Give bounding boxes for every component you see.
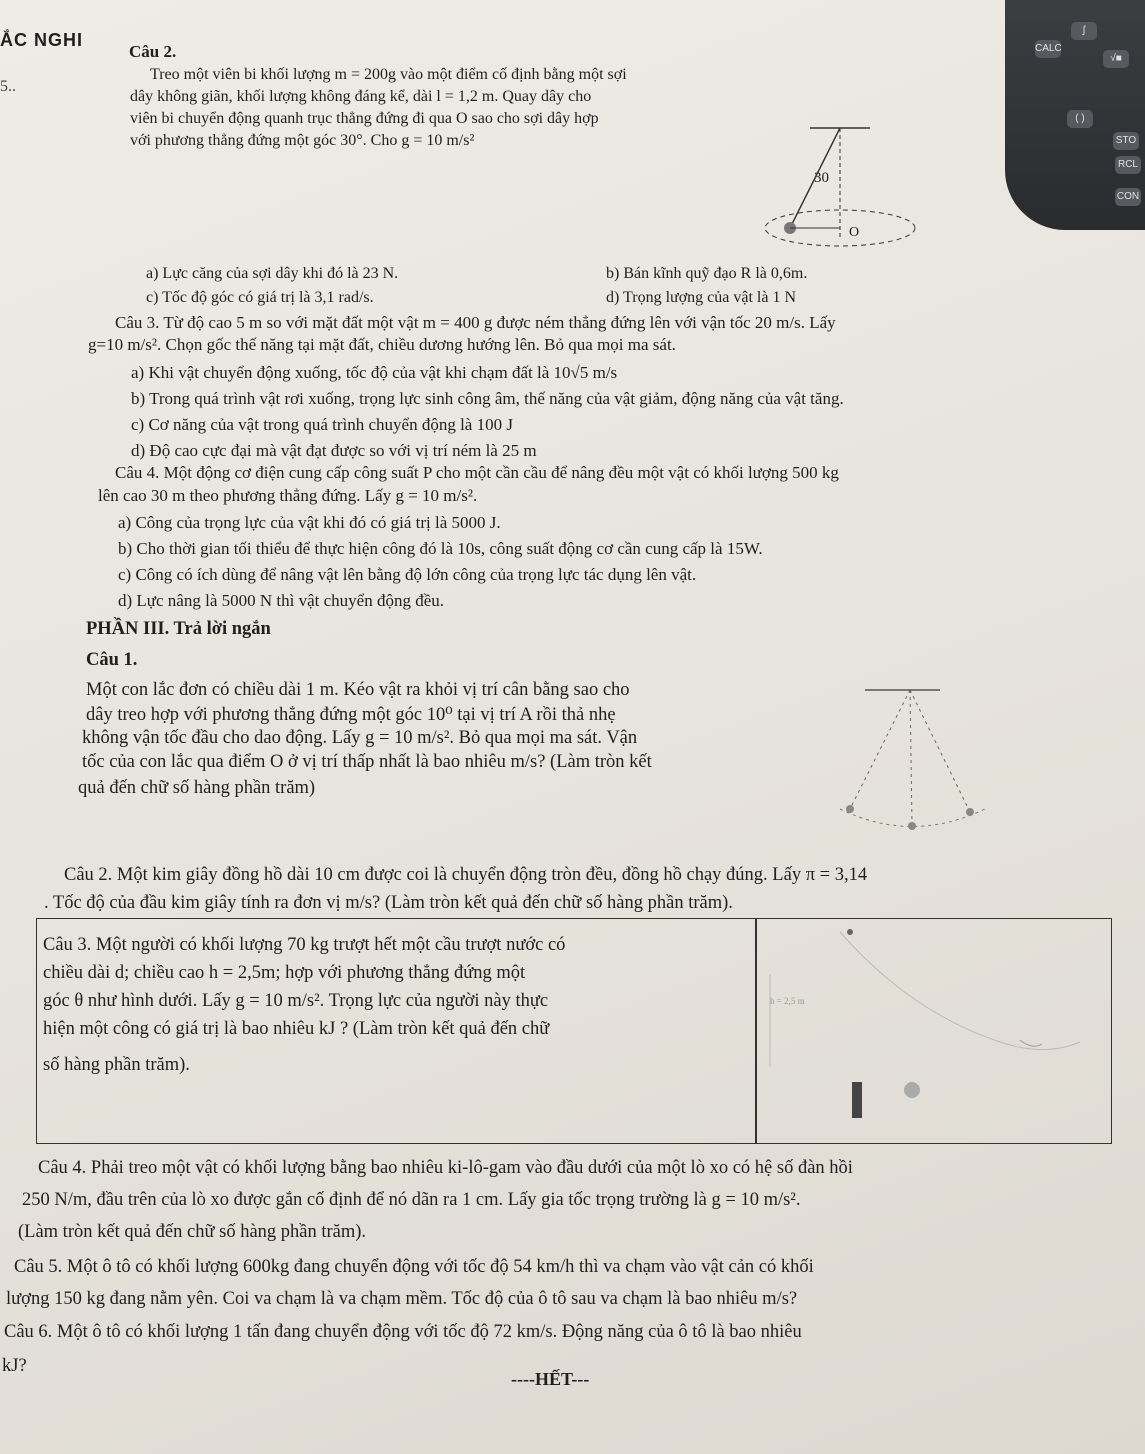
part3-q1-line: không vận tốc đầu cho dao động. Lấy g = 10 m/s². Bỏ qua mọi ma sát. Vận: [82, 728, 638, 748]
q2-option-c: c) Tốc độ góc có giá trị là 3,1 rad/s.: [146, 289, 374, 306]
angle-label: 30: [814, 170, 829, 186]
q4-option-c: c) Công có ích dùng để nâng vật lên bằng độ lớn công của trọng lực tác dụng lên vật.: [118, 565, 697, 584]
q4-option-b: b) Cho thời gian tối thiểu để thực hiện công đó là 10s, công suất động cơ cần cung cấp là 15W.: [118, 539, 763, 558]
q3-option-b: b) Trong quá trình vật rơi xuống, trọng lực sinh công âm, thế năng của vật giảm, động năng của vật tăng.: [131, 389, 844, 408]
part3-q2-line: . Tốc độ của đầu kim giây tính ra đơn vị m/s? (Làm tròn kết quả đến chữ số hàng phần trăm).: [44, 893, 733, 913]
q4-line: lên cao 30 m theo phương thẳng đứng. Lấy g = 10 m/s².: [98, 486, 478, 505]
calc-key: ( ): [1067, 110, 1093, 128]
part3-q1-title: Câu 1.: [86, 650, 138, 670]
q3-option-d: d) Độ cao cực đại mà vật đạt được so với vị trí ném là 25 m: [131, 441, 537, 460]
part3-q3-line: Câu 3. Một người có khối lượng 70 kg trượt hết một cầu trượt nước có: [43, 935, 566, 955]
part3-q3-line: số hàng phần trăm).: [43, 1055, 190, 1075]
calculator: [1005, 0, 1145, 230]
part3-q5-line: Câu 5. Một ô tô có khối lượng 600kg đang chuyển động với tốc độ 54 km/h thì va chạm vào vật cản có khối: [14, 1257, 814, 1277]
left-margin-mark: 5..: [0, 78, 16, 95]
q3-option-c: c) Cơ năng của vật trong quá trình chuyển động là 100 J: [131, 415, 513, 434]
q2-option-d: d) Trọng lượng của vật là 1 N: [606, 289, 797, 306]
calc-key: STO: [1113, 132, 1139, 150]
part3-q1-line: dây treo hợp với phương thẳng đứng một góc 10⁰ tại vị trí A rồi thả nhẹ: [86, 705, 616, 725]
end-marker: ----HẾT---: [511, 1369, 590, 1389]
part3-q1-line: Một con lắc đơn có chiều dài 1 m. Kéo vật ra khỏi vị trí cân bằng sao cho: [86, 680, 630, 700]
center-label: O: [849, 225, 860, 240]
slide-height-label: h = 2,5 m: [770, 996, 805, 1006]
part3-q4-line: (Làm tròn kết quả đến chữ số hàng phần trăm).: [18, 1222, 367, 1242]
part3-q6-line: Câu 6. Một ô tô có khối lượng 1 tấn đang chuyển động với tốc độ 72 km/s. Động năng của ô tô là bao nhiêu: [4, 1322, 802, 1342]
q2-option-b: b) Bán kĩnh quỹ đạo R là 0,6m.: [606, 265, 808, 282]
q4-option-d: d) Lực nâng là 5000 N thì vật chuyển động đều.: [118, 591, 444, 610]
part3-q2-line: Câu 2. Một kim giây đồng hồ dài 10 cm được coi là chuyển động tròn đều, đồng hồ chạy đúng. Lấy π = 3,14: [64, 865, 868, 885]
part3-q4-line: Câu 4. Phải treo một vật có khối lượng bằng bao nhiêu ki-lô-gam vào đầu dưới của một lò xo có hệ số đàn hồi: [38, 1158, 853, 1178]
part3-q1-line: tốc của con lắc qua điểm O ở vị trí thấp nhất là bao nhiêu m/s? (Làm tròn kết: [82, 752, 652, 772]
calc-key: √■: [1103, 50, 1129, 68]
part3-q3-line: chiều dài d; chiều cao h = 2,5m; hợp với phương thẳng đứng một: [43, 963, 526, 983]
part3-q6-line: kJ?: [2, 1356, 27, 1376]
q4-line: Câu 4. Một động cơ điện cung cấp công suất P cho một cần cầu để nâng đều một vật có khối lượng 500 kg: [115, 463, 839, 482]
q2-line: viên bi chuyển động quanh trục thẳng đứng đi qua O sao cho sợi dây hợp: [130, 110, 599, 127]
calc-key: ∫: [1071, 22, 1097, 40]
box-divider: [755, 919, 757, 1143]
calc-key: CON: [1115, 188, 1141, 206]
pendulum-figure: [820, 684, 1010, 844]
q2-title: Câu 2.: [129, 42, 177, 61]
part3-title: PHẦN III. Trả lời ngắn: [86, 619, 271, 639]
q2-option-a: a) Lực căng của sợi dây khi đó là 23 N.: [146, 265, 399, 282]
part3-q5-line: lượng 150 kg đang nằm yên. Coi va chạm là va chạm mềm. Tốc độ của ô tô sau va chạm là bao nhiêu m/s?: [6, 1289, 798, 1309]
header-fragment: ẮC NGHI: [0, 30, 83, 50]
part3-q3-line: hiện một công có giá trị là bao nhiêu kJ ? (Làm tròn kết quả đến chữ: [43, 1019, 550, 1039]
conical-pendulum-figure: [760, 120, 960, 260]
water-slide-figure: [760, 922, 1108, 1140]
q3-option-a: a) Khi vật chuyển động xuống, tốc độ của vật khi chạm đất là 10√5 m/s: [131, 363, 618, 382]
part3-q3-line: góc θ như hình dưới. Lấy g = 10 m/s². Trọng lực của người này thực: [43, 991, 549, 1011]
q2-line: Treo một viên bi khối lượng m = 200g vào một điểm cố định bằng một sợi: [150, 66, 627, 83]
q2-line: dây không giãn, khối lượng không đáng kể, dài l = 1,2 m. Quay dây cho: [130, 88, 592, 105]
calc-key: RCL: [1115, 156, 1141, 174]
q3-line: g=10 m/s². Chọn gốc thế năng tại mặt đất, chiều dương hướng lên. Bỏ qua mọi ma sát.: [88, 335, 676, 354]
q4-option-a: a) Công của trọng lực của vật khi đó có giá trị là 5000 J.: [118, 513, 501, 532]
q3-line: Câu 3. Từ độ cao 5 m so với mặt đất một vật m = 400 g được ném thẳng đứng lên với vận tốc 20 m/s. Lấy: [115, 313, 836, 332]
part3-q1-line: quả đến chữ số hàng phần trăm): [78, 778, 316, 798]
part3-q4-line: 250 N/m, đầu trên của lò xo được gắn cố định để nó dãn ra 1 cm. Lấy gia tốc trọng trường là g = 10 m/s².: [22, 1190, 801, 1210]
q2-line: với phương thẳng đứng một góc 30°. Cho g = 10 m/s²: [130, 132, 475, 149]
calc-key: CALC: [1035, 40, 1061, 58]
